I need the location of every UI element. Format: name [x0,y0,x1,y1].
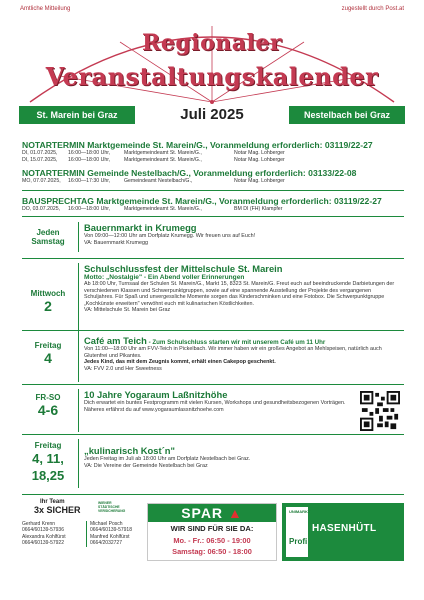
place-left: St. Marein bei Graz [19,106,135,124]
agent-column [86,521,150,547]
event-subtitle: Motto: „Nostalgie" - Ein Abend voller Erinnerungen [84,274,245,281]
event-title: Café am Teich - Zum Schulschluss starten wir mit unserem Café um 11 Uhr [84,335,326,346]
agent-phone: 0664/60139-57922 [22,540,64,547]
delivery-note: zugestellt durch Post.at [341,6,404,12]
event-row [22,434,404,492]
spar-logo: SPAR ▲ [148,504,276,522]
event-text: Von 11:00—18:00 Uhr am FVV-Teich in Pickelbach. Wir immer haben wir ein großes Angebot an Mehlspeisen, natürlich auch Glutenfrei und Pikantes. [84,346,382,359]
event-body [84,222,402,246]
agent-phone: 0664/60139-57918 [90,527,132,534]
divider [78,389,79,432]
notar-line: DI, 01.07.2025, 16:00—18:00 Uhr, Marktgemeindeamt St. Marein/G., Notar Mag. Lohberger [22,150,285,156]
event-day: Jeden Samstag [31,228,65,246]
unimarkt-profi-logo: UNIMARKT Profi [286,507,308,557]
spar-hours-saturday: Samstag: 06:50 - 18:00 [172,547,252,556]
event-row [22,384,404,436]
place-right: Nestelbach bei Graz [289,106,405,124]
divider [22,216,404,217]
hasenhuetl-name: HASENHÜTL [312,523,377,534]
event-text: Ab 18:00 Uhr, Turnsaal der Schulen St. Marein/G., Markt 15, 8323 St. Marein/G. Freut euch auf beeindruckende Darbietungen der verschiedenen Klassen und Schwerpunktgruppen, sowie auf eine spannende Ausstellung der Projekte des vergangenen Schuljahres. Für Spaß und unvergessliche Momente sorgen das Kinderschminken und eine Fotobox. Die Schwerpunktgruppe „Kochkünste erweitern" verwöhnt euch mit kulinarischen Köstlichkeiten. [84,281,395,307]
official-note: Amtliche Mitteilung [20,6,71,12]
insurance-team [22,499,152,547]
spar-slogan: WIR SIND FÜR SIE DA: [170,524,254,533]
event-body [84,445,402,469]
notar-block-nestelbach [22,168,404,185]
month-label: Juli 2025 [180,106,244,123]
title-line1: Regionaler [142,30,282,56]
spar-tree-icon: ▲ [227,505,243,521]
qr-code-icon[interactable] [360,391,400,431]
spar-ad [147,503,277,561]
event-day: Freitag 4 [34,341,62,366]
agent-name: Alexandra Kohlfürst [22,533,66,540]
agent-phone: 0664/60139-57936 [22,527,64,534]
event-organizer: VA: Bauernmarkt Krumegg [84,239,149,246]
agent-name: Gerhard Krenn [22,521,56,527]
event-organizer: VA: Mittelschule St. Marein bei Graz [84,307,171,314]
notar-heading: NOTARTERMIN Marktgemeinde St. Marein/G., Voranmeldung erforderlich: 03119/22-27 [22,140,373,150]
insurance-logo: WIENER STÄDTISCHE VERSICHERUNG [98,501,126,513]
event-title: 10 Jahre Yogaraum Laßnitzhöhe [84,389,228,400]
event-day: Freitag 4, 11, 18,25 [31,441,65,483]
event-title: Schulschlussfest der Mittelschule St. Marein [84,263,283,274]
hasenhuetl-ad [282,503,404,561]
event-title: „kulinarisch Kost´n" [84,445,175,456]
event-body [84,335,402,372]
event-day: Mittwoch 2 [30,289,66,314]
event-text: Jeden Freitag im Juli ab 18:00 Uhr am Dorfplatz Nestelbach bei Graz. [84,456,251,462]
agent-column [22,521,86,547]
divider [78,439,79,488]
agent-phone: 0664/2032727 [90,540,122,547]
notar-heading: NOTARTERMIN Gemeinde Nestelbach/G., Voranmeldung erforderlich: 03133/22-08 [22,168,357,178]
event-text: Dich erwartet ein buntes Festprogramm mit vielen Kursen, Workshops und gesundheitsbezogenen Vorträgen. Näheres erfährst du auf www.yogaraumlassnitzhoehe.com [84,400,346,413]
notar-line: DO, 03.07.2025, 16:00—18:00 Uhr, Marktgemeindeamt St. Marein/G., BM DI (FH) Klampfer [22,206,283,212]
event-organizer: VA: FVV 2.0 und Her Sweetness [84,365,162,372]
bausprechtag-block [22,196,404,213]
team-title: 3x SICHER [34,505,81,515]
agent-name: Michael Posch [90,521,123,527]
notar-line: MO, 07.07.2025, 16:00—17:30 Uhr, Gemeindeamt Nestelbach/G., Notar Mag. Lohberger [22,178,285,184]
team-label: Ihr Team [40,499,65,505]
sponsor-footer [22,494,404,566]
divider [22,190,404,191]
title-line2: Veranstaltungskalender [45,62,379,91]
event-body [84,389,352,413]
event-row [22,330,404,386]
notar-line: DI, 15.07.2025, 16:00—18:00 Uhr, Marktgemeindeamt St. Marein/G., Notar Mag. Lohberger [22,157,285,163]
event-body [84,263,402,314]
agent-name: Manfred Kohlfürst [90,533,130,540]
event-day: FR-SO 4-6 [35,393,61,418]
divider [78,222,79,252]
notar-heading: BAUSPRECHTAG Marktgemeinde St. Marein/G., Voranmeldung erforderlich: 03119/22-27 [22,196,382,206]
place-bar [19,103,405,129]
event-highlight: Jedes Kind, das mit dem Zeugnis kommt, erhält einen Cakepop geschenkt. [84,359,276,366]
event-organizer: VA: Die Vereine der Gemeinde Nestelbach bei Graz [84,462,208,469]
spar-hours-weekday: Mo. - Fr.: 06:50 - 19:00 [173,536,251,545]
event-row [22,218,404,256]
event-text: Von 09:00—12:00 Uhr am Dorfplatz Krumegg. Wir freuen uns auf Euch! [84,233,256,239]
notar-block-marein [22,140,404,164]
event-title: Bauernmarkt in Krumegg [84,222,197,233]
divider [78,335,79,382]
